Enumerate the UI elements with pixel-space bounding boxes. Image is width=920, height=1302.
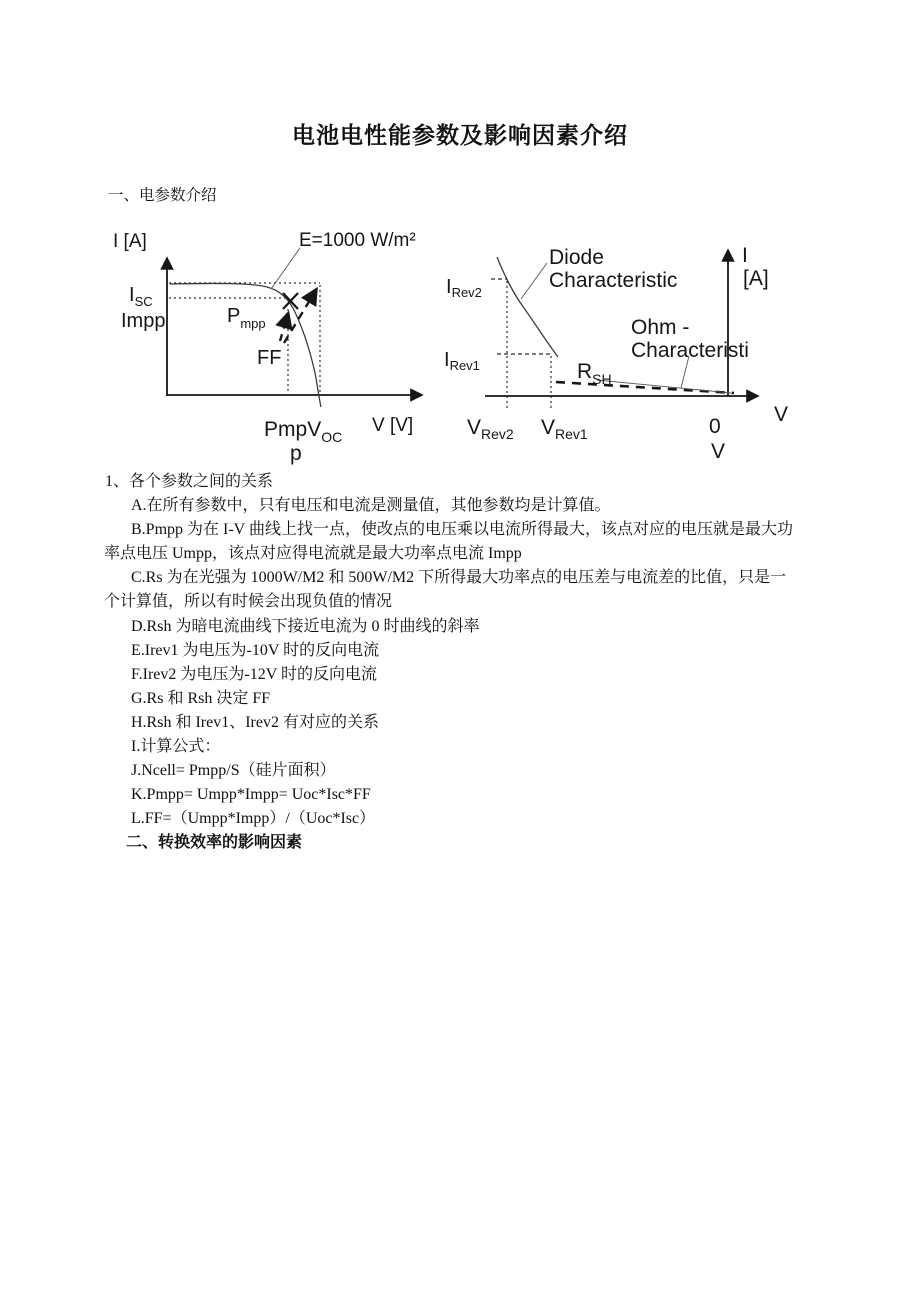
body-line: G.Rs 和 Rsh 决定 FF [131, 689, 271, 707]
iv-curve-figure [113, 230, 421, 465]
body-line: E.Irev1 为电压为-10V 时的反向电流 [131, 641, 380, 659]
body-line: F.Irev2 为电压为-12V 时的反向电流 [131, 665, 377, 683]
iv-curve [170, 283, 321, 407]
body-line: K.Pmpp= Umpp*Impp= Uoc*Isc*FF [131, 786, 371, 804]
diode-reverse-figure [444, 244, 788, 463]
section-heading-2: 二、转换效率的影响因素 [126, 834, 303, 852]
body-line: C.Rs 为在光强为 1000W/M2 和 500W/M2 下所得最大功率点的电压差与电流差的比值，只是一 [131, 569, 787, 587]
irev2-label: $I_{Rev2}$ [446, 276, 482, 300]
iv-x-axis-label: V [V] [372, 415, 414, 436]
ohm-thin-line [597, 380, 731, 393]
ff-label: FF [257, 347, 282, 369]
iv-y-axis-label: I [A] [113, 231, 147, 252]
body-text-block [0, 470, 920, 856]
body-line: 个计算值，所以有时候会出现负值的情况 [104, 593, 393, 611]
rsh-label: $R_{SH}$ [577, 360, 612, 387]
body-line: D.Rsh 为暗电流曲线下接近电流为 0 时曲线的斜率 [131, 617, 480, 635]
body-line: I.计算公式： [131, 738, 221, 756]
body-line: A.在所有参数中，只有电压和电流是测量值，其他参数均是计算值。 [131, 497, 611, 515]
rsh-dashed-line [556, 382, 734, 393]
body-line: 1、各个参数之间的关系 [105, 473, 274, 490]
section-heading-1: 一、电参数介绍 [108, 187, 217, 204]
diode-characteristic-label-line1: Diode [549, 246, 604, 269]
pmpp-wrap-label: p [290, 442, 302, 465]
irradiance-label: E=1000 W/m² [299, 230, 416, 251]
irev1-label: $I_{Rev1}$ [444, 349, 480, 373]
diode-y-axis-label-a: [A] [743, 267, 769, 290]
diode-characteristic-label-line2: Characteristic [549, 269, 678, 292]
body-line: H.Rsh 和 Irev1、Irev2 有对应的关系 [131, 713, 379, 731]
origin-label: 0 [709, 415, 721, 438]
pmpp-label: $P_{mpp}$ [227, 305, 266, 331]
vrev1-label: $V_{Rev1}$ [541, 416, 588, 442]
ohm-characteristic-label-line2: Characteristi [631, 339, 749, 362]
page-title: 电池电性能参数及影响因素介绍 [292, 123, 628, 148]
body-line: L.FF=（Umpp*Impp）/（Uoc*Isc） [131, 810, 376, 828]
vrev2-label: $V_{Rev2}$ [467, 416, 514, 442]
body-line: 率点电压 Umpp，该点对应得电流就是最大功率点电流 Impp [104, 545, 522, 563]
diode-y-axis-label-i: I [742, 244, 748, 267]
impp-label: Impp [121, 310, 166, 332]
pmpp-voc-axis-label: PmpV$_{OC}$ [264, 418, 343, 445]
figures-canvas [0, 0, 920, 470]
diode-pointer-line [521, 263, 547, 299]
diode-x-axis-label: V [774, 403, 789, 426]
body-line: J.Ncell= Pmpp/S（硅片面积） [131, 762, 336, 780]
ohm-characteristic-label-line1: Ohm - [631, 316, 690, 339]
body-line: B.Pmpp 为在 I-V 曲线上找一点，使改点的电压乘以电流所得最大，该点对应的电压就是最大功 [131, 521, 793, 539]
isc-label: $I_{SC}$ [129, 284, 153, 309]
origin-v-label: V [711, 440, 726, 463]
